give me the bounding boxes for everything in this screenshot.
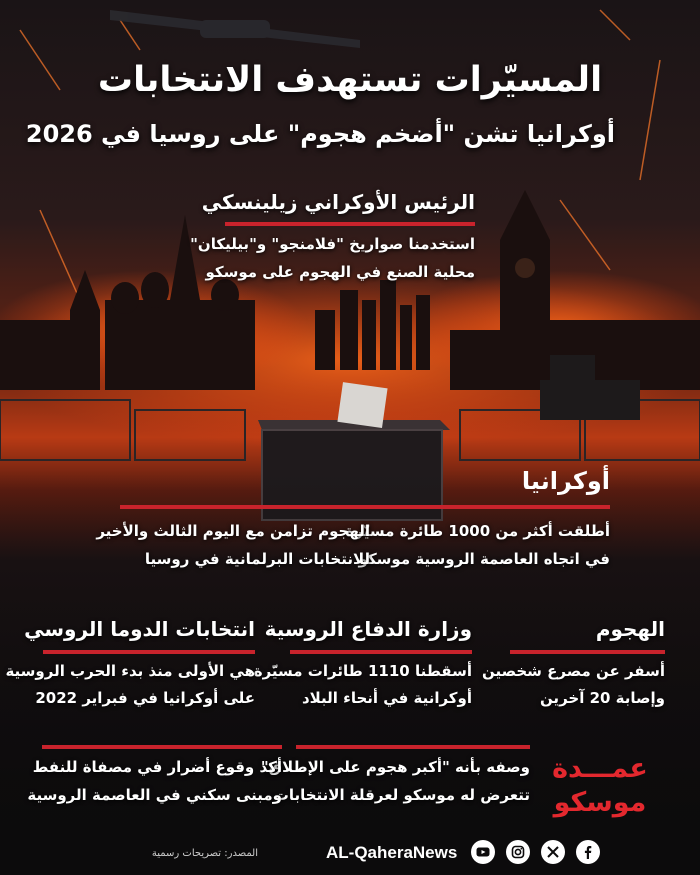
source-note: المصدر: تصريحات رسمية bbox=[151, 848, 258, 859]
duma-line-1: هي الأولى منذ بدء الحرب الروسية bbox=[5, 662, 255, 680]
defense-title: وزارة الدفاع الروسية bbox=[264, 617, 472, 641]
attack-line-1: أسفر عن مصرع شخصين bbox=[481, 662, 665, 680]
defense-line-2: أوكرانية في أنحاء البلاد bbox=[301, 689, 472, 707]
damage-line-2: ومبنى سكني في العاصمة الروسية bbox=[27, 786, 282, 804]
damage-line-1: أكد وقوع أضرار في مصفاة للنفط bbox=[32, 758, 282, 776]
mayor-quote-divider bbox=[296, 745, 530, 749]
ukraine-right-line-2: في اتجاه العاصمة الروسية موسكو bbox=[358, 550, 610, 568]
ukraine-divider bbox=[120, 505, 610, 509]
duma-line-2: على أوكرانيا في فبراير 2022 bbox=[35, 689, 255, 707]
youtube-icon[interactable] bbox=[471, 840, 495, 864]
facebook-icon[interactable] bbox=[576, 840, 600, 864]
page-subtitle: أوكرانيا تشن "أضخم هجوم" على روسيا في 2026 bbox=[25, 120, 615, 148]
attack-title: الهجوم bbox=[595, 617, 665, 641]
x-icon[interactable] bbox=[541, 840, 565, 864]
zelensky-line-2: محلية الصنع في الهجوم على موسكو bbox=[205, 263, 475, 281]
zelensky-title: الرئيس الأوكراني زيلينسكي bbox=[201, 190, 475, 214]
defense-divider bbox=[290, 650, 472, 654]
ukraine-left-line-1: الهجوم تزامن مع اليوم الثالث والأخير bbox=[96, 522, 370, 540]
mayor-label-line-2: موسكو bbox=[553, 787, 647, 818]
brand-name: AL-QaheraNews bbox=[326, 843, 458, 862]
zelensky-divider bbox=[225, 222, 475, 226]
defense-line-1: أسقطنا 1110 طائرات مسيّرة bbox=[253, 662, 472, 680]
mayor-quote-line-2: تتعرض له موسكو لعرقلة الانتخابات bbox=[273, 786, 530, 804]
ukraine-title: أوكرانيا bbox=[521, 467, 610, 495]
ukraine-right-line-1: أطلقت أكثر من 1000 طائرة مسيّرة bbox=[345, 522, 610, 540]
page-title: المسيّرات تستهدف الانتخابات bbox=[97, 60, 603, 100]
mayor-quote-line-1: وصفه بأنه "أكبر هجوم على الإطلاق" bbox=[260, 758, 530, 776]
instagram-icon[interactable] bbox=[506, 840, 530, 864]
ukraine-left-line-2: للانتخابات البرلمانية في روسيا bbox=[144, 550, 370, 568]
damage-divider bbox=[42, 745, 282, 749]
attack-divider bbox=[510, 650, 665, 654]
zelensky-line-1: استخدمنا صواريخ "فلامنجو" و"بيليكان" bbox=[190, 235, 475, 253]
duma-divider bbox=[43, 650, 255, 654]
duma-title: انتخابات الدوما الروسي bbox=[24, 617, 255, 641]
attack-line-2: وإصابة 20 آخرين bbox=[539, 689, 665, 707]
mayor-label-line-1: عمـــدة bbox=[552, 753, 648, 784]
